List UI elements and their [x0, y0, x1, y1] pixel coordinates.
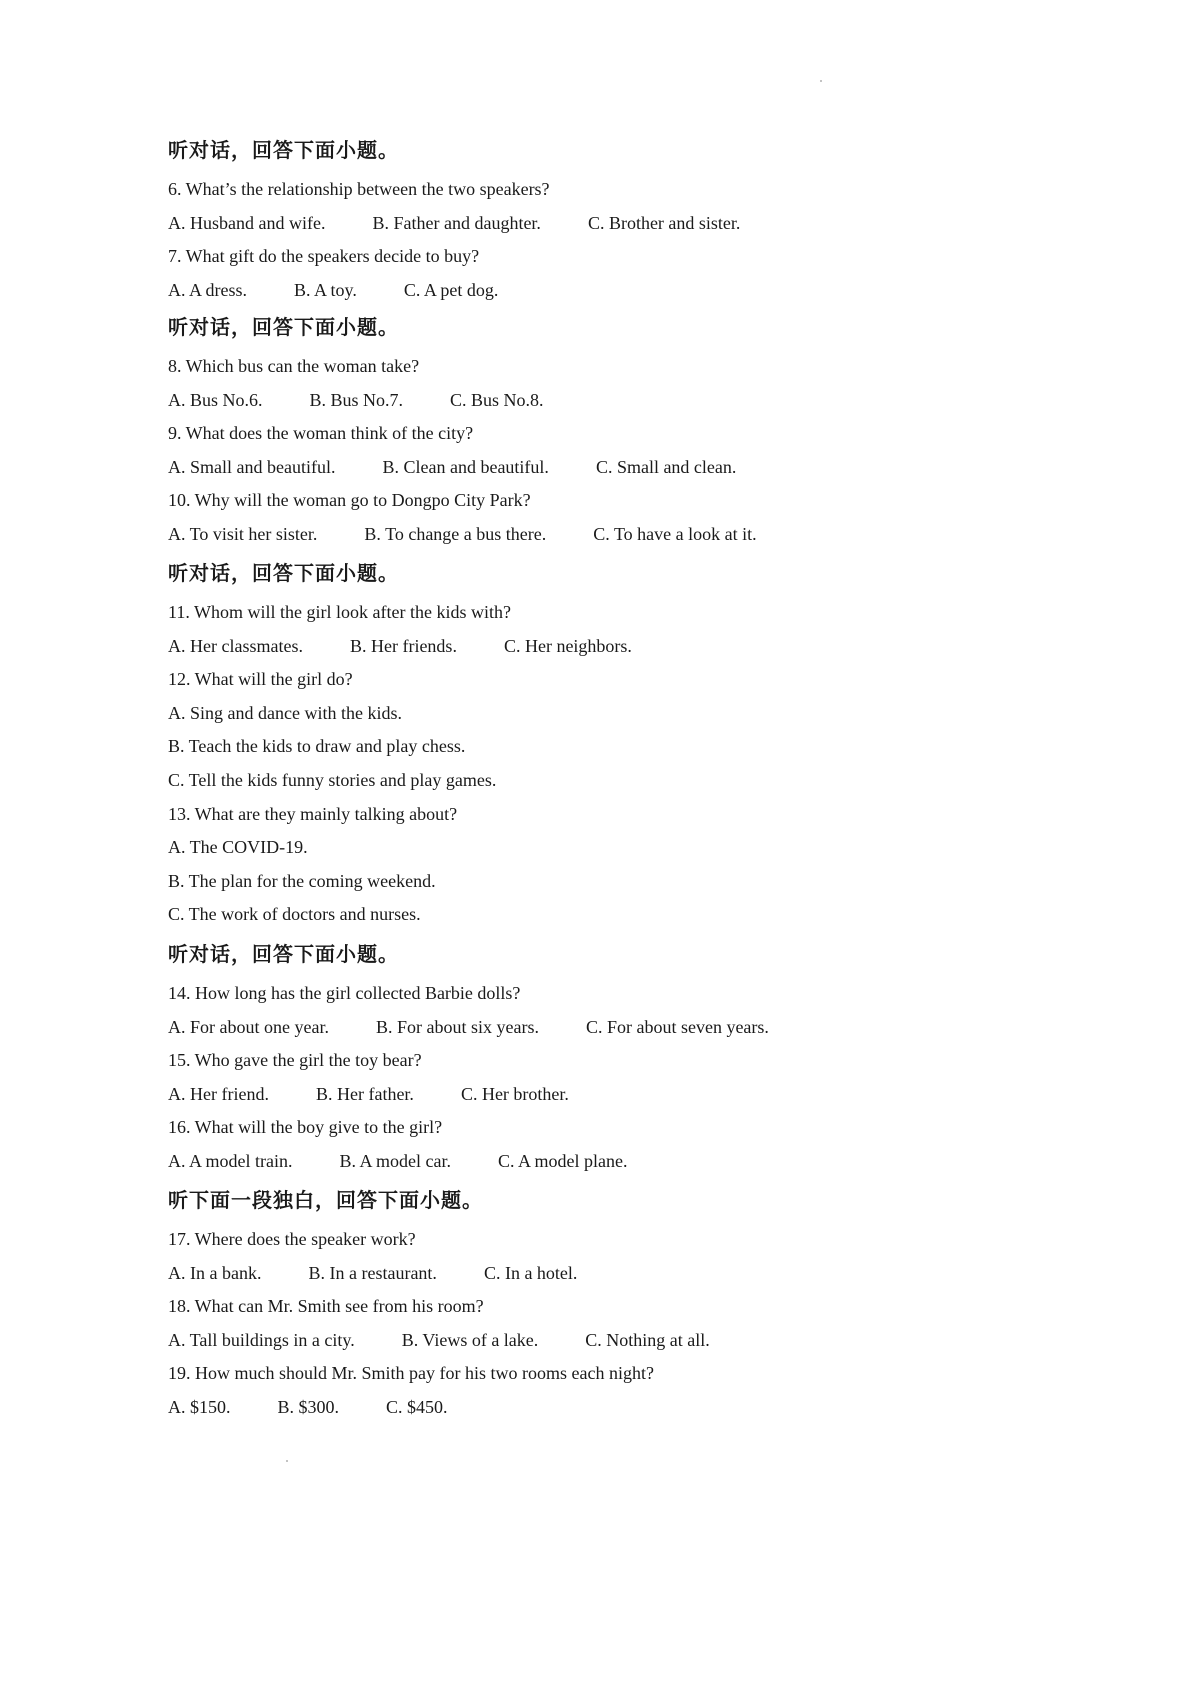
question-text: 17. Where does the speaker work?	[168, 1229, 416, 1249]
answer-option: A. To visit her sister.	[168, 524, 318, 544]
question-text: 9. What does the woman think of the city?	[168, 423, 474, 443]
answer-option: B. Teach the kids to draw and play chess.	[168, 736, 466, 756]
answer-option: C. A pet dog.	[403, 280, 499, 300]
answer-option: B. Views of a lake.	[401, 1330, 539, 1350]
answer-option: A. The COVID-19.	[168, 837, 308, 857]
answer-option: C. Brother and sister.	[587, 213, 741, 233]
section-heading: 听对话，回答下面小题。	[168, 138, 399, 162]
question-text: 15. Who gave the girl the toy bear?	[168, 1050, 422, 1070]
options-row	[168, 206, 1048, 240]
answer-option: C. Her brother.	[460, 1084, 569, 1104]
answer-option: C. In a hotel.	[483, 1263, 578, 1283]
answer-option: C. To have a look at it.	[593, 524, 757, 544]
answer-option: C. $450.	[386, 1397, 448, 1417]
options-row	[168, 1256, 1048, 1290]
answer-option: A. A model train.	[168, 1151, 293, 1171]
answer-option: B. A model car.	[339, 1151, 451, 1171]
answer-option: B. $300.	[277, 1397, 340, 1417]
options-row	[168, 383, 1048, 417]
answer-option: C. Small and clean.	[595, 457, 737, 477]
section-heading: 听对话，回答下面小题。	[168, 315, 399, 339]
scan-speck	[286, 1460, 288, 1462]
answer-option: A. Her classmates.	[168, 636, 303, 656]
options-row	[168, 450, 1048, 484]
answer-option: A. Husband and wife.	[168, 213, 326, 233]
question-text: 16. What will the boy give to the girl?	[168, 1117, 443, 1137]
options-row	[168, 517, 1048, 551]
answer-option: A. Her friend.	[168, 1084, 269, 1104]
answer-option: A. Tall buildings in a city.	[168, 1330, 355, 1350]
answer-option: A. Small and beautiful.	[168, 457, 336, 477]
scan-speck	[820, 80, 822, 82]
question-text: 7. What gift do the speakers decide to buy?	[168, 246, 480, 266]
answer-option: C. The work of doctors and nurses.	[168, 904, 421, 924]
answer-option: B. Father and daughter.	[372, 213, 541, 233]
answer-option: B. To change a bus there.	[364, 524, 547, 544]
answer-option: B. Her father.	[315, 1084, 414, 1104]
answer-option: C. Nothing at all.	[585, 1330, 710, 1350]
options-row	[168, 629, 1048, 663]
answer-option: B. Bus No.7.	[309, 390, 404, 410]
answer-option: B. The plan for the coming weekend.	[168, 871, 436, 891]
question-text: 12. What will the girl do?	[168, 669, 353, 689]
answer-option: A. A dress.	[168, 280, 248, 300]
answer-option: C. Her neighbors.	[503, 636, 632, 656]
question-text: 6. What’s the relationship between the two speakers?	[168, 179, 550, 199]
answer-option: B. Clean and beautiful.	[382, 457, 549, 477]
section-heading: 听对话，回答下面小题。	[168, 942, 399, 966]
question-text: 13. What are they mainly talking about?	[168, 804, 458, 824]
options-row	[168, 273, 1048, 307]
answer-option: A. Sing and dance with the kids.	[168, 703, 402, 723]
answer-option: C. For about seven years.	[585, 1017, 769, 1037]
answer-option: B. A toy.	[294, 280, 357, 300]
options-row	[168, 1144, 1048, 1178]
answer-option: A. Bus No.6.	[168, 390, 263, 410]
question-text: 10. Why will the woman go to Dongpo City Park?	[168, 490, 531, 510]
section-heading: 听对话，回答下面小题。	[168, 561, 399, 585]
question-text: 19. How much should Mr. Smith pay for his two rooms each night?	[168, 1363, 654, 1383]
answer-option: C. Bus No.8.	[450, 390, 544, 410]
question-text: 18. What can Mr. Smith see from his room?	[168, 1296, 484, 1316]
section-heading: 听下面一段独白，回答下面小题。	[168, 1188, 483, 1212]
options-row	[168, 1390, 1048, 1424]
answer-option: C. A model plane.	[498, 1151, 628, 1171]
options-row	[168, 1010, 1048, 1044]
answer-option: B. In a restaurant.	[308, 1263, 437, 1283]
answer-option: A. In a bank.	[168, 1263, 262, 1283]
question-text: 11. Whom will the girl look after the kids with?	[168, 602, 511, 622]
answer-option: A. For about one year.	[168, 1017, 329, 1037]
answer-option: B. Her friends.	[349, 636, 457, 656]
answer-option: B. For about six years.	[375, 1017, 539, 1037]
options-row	[168, 1323, 1048, 1357]
question-text: 8. Which bus can the woman take?	[168, 356, 420, 376]
answer-option: C. Tell the kids funny stories and play games.	[168, 770, 497, 790]
options-row	[168, 1077, 1048, 1111]
answer-option: A. $150.	[168, 1397, 231, 1417]
question-text: 14. How long has the girl collected Barbie dolls?	[168, 983, 521, 1003]
